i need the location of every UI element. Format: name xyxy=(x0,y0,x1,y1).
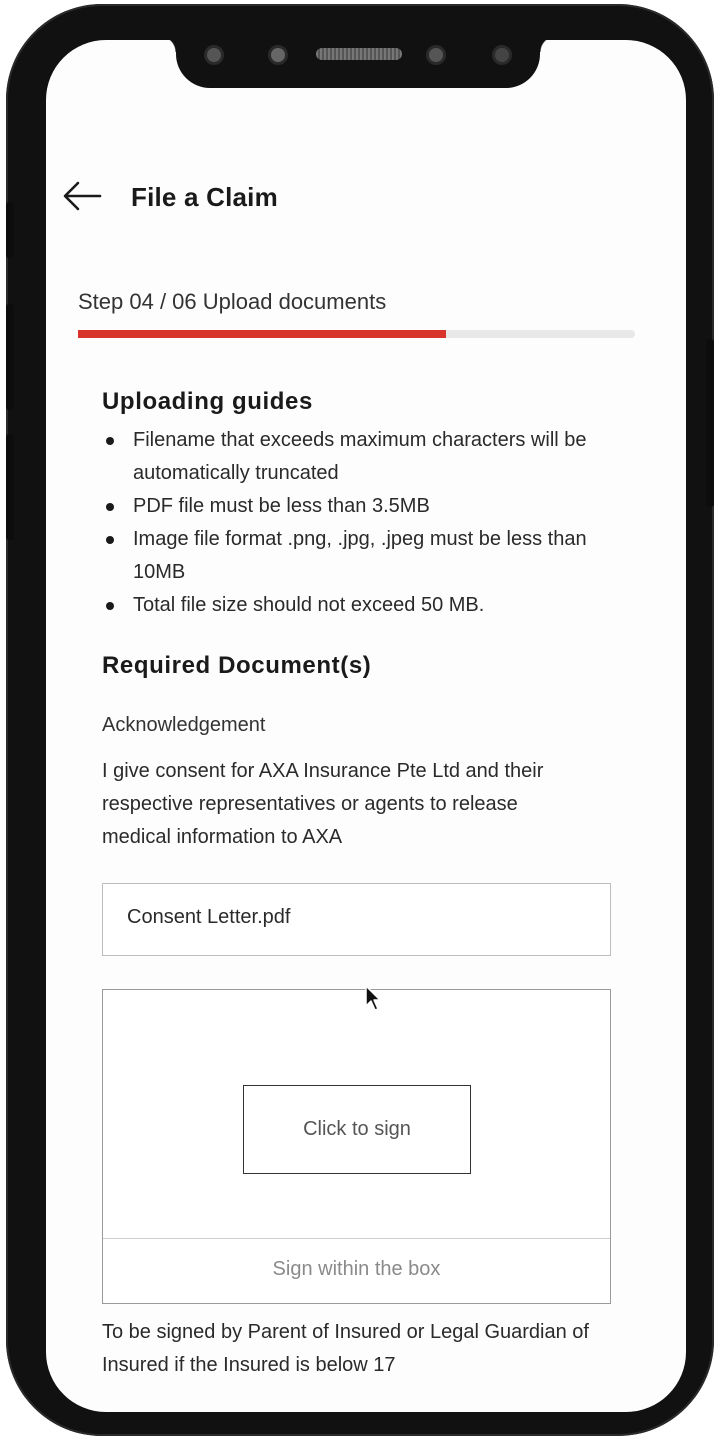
file-name: Consent Letter.pdf xyxy=(127,906,291,928)
arrow-left-icon xyxy=(60,176,104,216)
guide-item: Filename that exceeds maximum characters will be automatically truncated xyxy=(102,424,622,490)
speaker-grille-icon xyxy=(316,48,402,60)
progress-bar xyxy=(78,330,635,338)
required-documents-heading: Required Document(s) xyxy=(102,652,372,679)
guides-heading: Uploading guides xyxy=(102,388,313,415)
divider xyxy=(103,1238,610,1239)
mouse-pointer-icon xyxy=(364,984,382,1012)
guardian-note: To be signed by Parent of Insured or Legal Guardian of Insured if the Insured is below 17 xyxy=(102,1321,589,1376)
guides-list xyxy=(102,424,622,622)
volume-down-button xyxy=(6,434,14,540)
guide-item: Total file size should not exceed 50 MB. xyxy=(102,589,622,622)
sensor-icon xyxy=(426,45,446,65)
acknowledgement-label: Acknowledgement xyxy=(102,714,266,736)
back-button[interactable] xyxy=(60,176,104,216)
sensor-icon xyxy=(268,45,288,65)
page-title: File a Claim xyxy=(131,182,278,212)
mute-switch xyxy=(6,202,14,258)
click-to-sign-button[interactable]: Click to sign xyxy=(243,1085,471,1174)
sign-hint: Sign within the box xyxy=(272,1258,441,1280)
step-label: Step 04 / 06 Upload documents xyxy=(78,289,387,314)
volume-up-button xyxy=(6,304,14,410)
front-camera-icon xyxy=(492,45,512,65)
consent-text: I give consent for AXA Insurance Pte Ltd and their respective representatives or agents to release medical information to AXA xyxy=(102,760,544,848)
power-button xyxy=(706,339,714,507)
phone-notch xyxy=(176,36,540,88)
guide-item: PDF file must be less than 3.5MB xyxy=(102,490,622,523)
guide-item: Image file format .png, .jpg, .jpeg must be less than 10MB xyxy=(102,523,622,589)
uploaded-file-item[interactable] xyxy=(102,883,611,956)
signature-box[interactable] xyxy=(102,989,611,1304)
progress-bar-fill xyxy=(78,330,446,338)
sensor-icon xyxy=(204,45,224,65)
